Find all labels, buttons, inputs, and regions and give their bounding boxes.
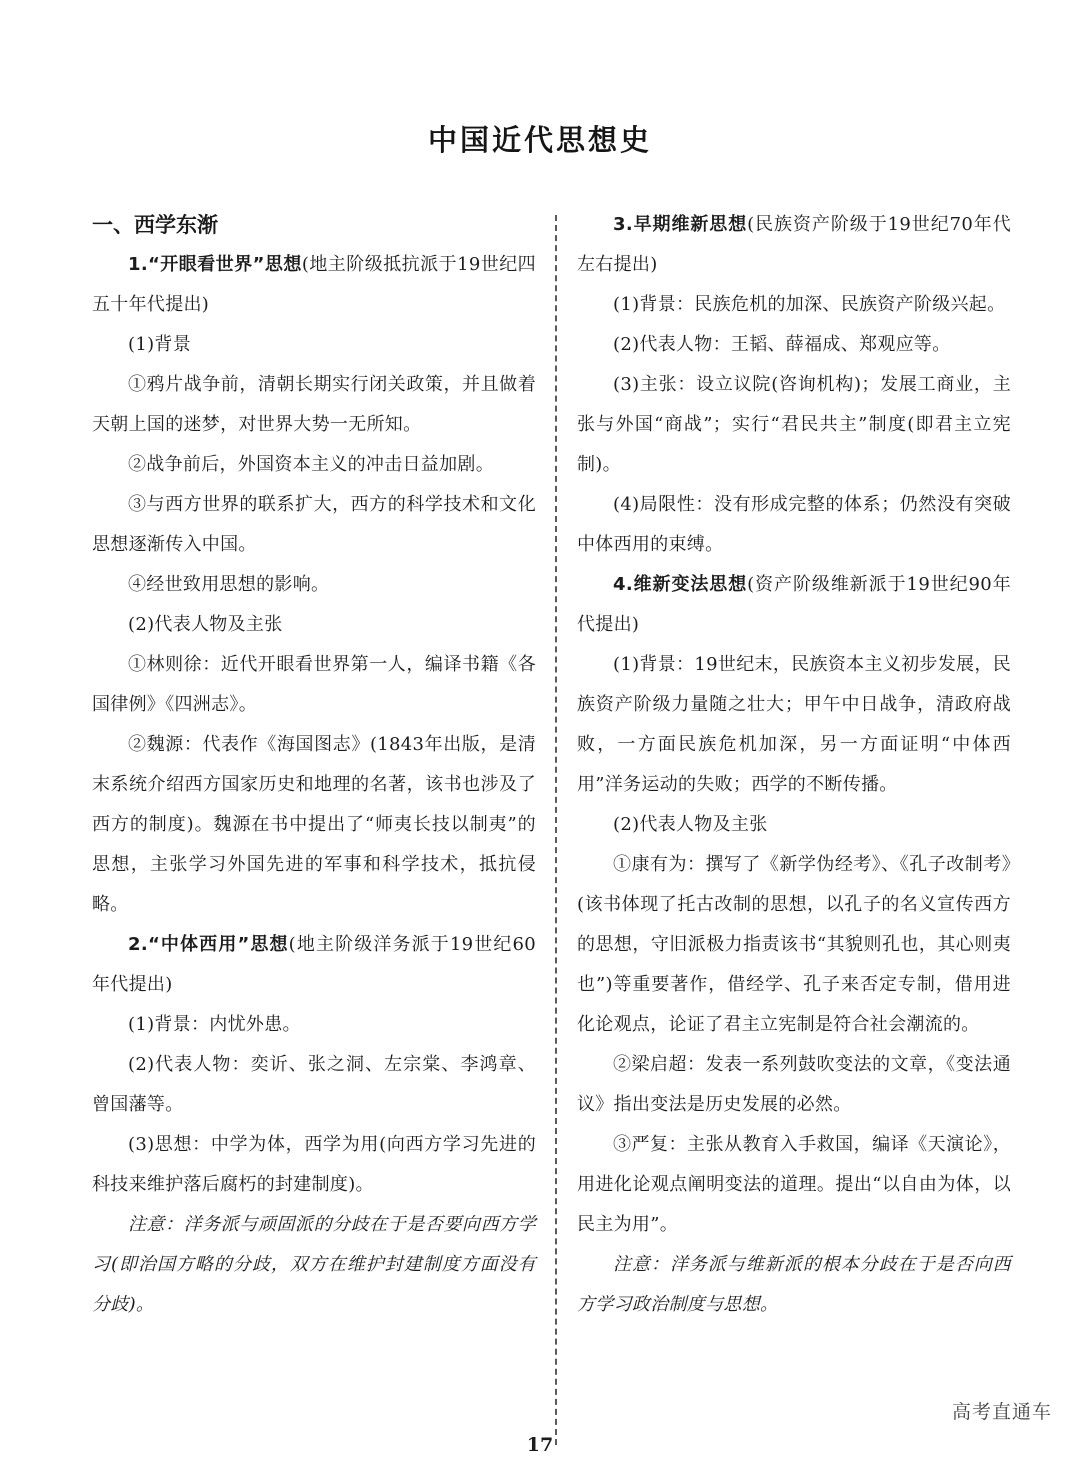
subsection-open-eyes-title: 1.“开眼看世界”思想 — [128, 254, 302, 275]
reform-person-liang-qichao: ②梁启超：发表一系列鼓吹变法的文章，《变法通议》指出变法是历史发展的必然。 — [577, 1054, 1011, 1115]
open-eyes-background-4: ④经世致用思想的影响。 — [128, 574, 330, 595]
subsection-zhongti-xiyong-note: (地主阶级洋务派于19世纪60年代提出) — [92, 934, 536, 995]
open-eyes-people-heading: (2)代表人物及主张 — [128, 614, 283, 635]
open-eyes-background-2: ②战争前后，外国资本主义的冲击日益加剧。 — [128, 454, 494, 475]
early-reform-background: (1)背景：民族危机的加深、民族资产阶级兴起。 — [613, 294, 1006, 315]
subsection-reform-movement-note: (资产阶级维新派于19世纪90年代提出) — [577, 574, 1011, 635]
page-title: 中国近代思想史 — [427, 123, 652, 157]
subsection-zhongti-xiyong-title: 2.“中体西用”思想 — [128, 934, 289, 955]
subsection-early-reform-note: (民族资产阶级于19世纪70年代左右提出) — [577, 214, 1011, 275]
zhongti-people: (2)代表人物：奕䜣、张之洞、左宗棠、李鸿章、曾国藩等。 — [92, 1054, 536, 1115]
zhongti-idea: (3)思想：中学为体，西学为用(向西方学习先进的科技来维护落后腐朽的封建制度)。 — [92, 1134, 536, 1195]
section-heading-western-learning: 一、西学东渐 — [92, 213, 218, 237]
early-reform-people: (2)代表人物：王韬、薛福成、郑观应等。 — [613, 334, 951, 355]
subsection-open-eyes-note: (地主阶级抵抗派于19世纪四五十年代提出) — [92, 254, 536, 315]
subsection-early-reform-title: 3.早期维新思想 — [613, 214, 748, 235]
subsection-reform-movement — [577, 565, 1011, 645]
reform-background: (1)背景：19世纪末，民族资本主义初步发展，民族资产阶级力量随之壮大；甲午中日战争，清政府战败，一方面民族危机加深，另一方面证明“中体西用”洋务运动的失败；西学的不断传播。 — [577, 654, 1011, 795]
reform-attention-note: 注意：洋务派与维新派的根本分歧在于是否向西方学习政治制度与思想。 — [577, 1254, 1011, 1315]
open-eyes-background-1: ①鸦片战争前，清朝长期实行闭关政策，并且做着天朝上国的迷梦，对世界大势一无所知。 — [92, 374, 536, 435]
subsection-open-eyes — [92, 245, 536, 325]
page-number: 17 — [526, 1434, 554, 1456]
watermark: 高考直通车 — [951, 1401, 1052, 1423]
subsection-reform-movement-title: 4.维新变法思想 — [613, 574, 748, 595]
reform-people-heading: (2)代表人物及主张 — [613, 814, 768, 835]
open-eyes-person-wei-yuan: ②魏源：代表作《海国图志》(1843年出版，是清末系统介绍西方国家历史和地理的名著，该书也涉及了西方的制度)。魏源在书中提出了“师夷长技以制夷”的思想，主张学习外国先进的军事和科学技术，抵抗侵略。 — [92, 734, 536, 915]
reform-person-yan-fu: ③严复：主张从教育入手救国，编译《天演论》，用进化论观点阐明变法的道理。提出“以自由为体，以民主为用”。 — [577, 1134, 1011, 1235]
right-column — [577, 205, 1011, 1325]
column-divider — [555, 215, 557, 1445]
zhongti-background: (1)背景：内忧外患。 — [128, 1014, 301, 1035]
subsection-zhongti-xiyong — [92, 925, 536, 1005]
left-column — [92, 205, 536, 1325]
open-eyes-background-3: ③与西方世界的联系扩大，西方的科学技术和文化思想逐渐传入中国。 — [92, 494, 536, 555]
reform-person-kang-youwei: ①康有为：撰写了《新学伪经考》、《孔子改制考》(该书体现了托古改制的思想，以孔子的名义宣传西方的思想，守旧派极力指责该书“其貌则孔也，其心则夷也”)等重要著作，借经学、孔子来否定专制，借用进化论观点，论证了君主立宪制是符合社会潮流的。 — [577, 854, 1011, 1035]
early-reform-limits: (4)局限性：没有形成完整的体系；仍然没有突破中体西用的束缚。 — [577, 494, 1011, 555]
subsection-early-reform — [577, 205, 1011, 285]
early-reform-claims: (3)主张：设立议院(咨询机构)；发展工商业，主张与外国“商战”；实行“君民共主”制度(即君主立宪制)。 — [577, 374, 1011, 475]
zhongti-attention-note: 注意：洋务派与顽固派的分歧在于是否要向西方学习(即治国方略的分歧，双方在维护封建制度方面没有分歧)。 — [92, 1214, 536, 1315]
open-eyes-person-lin-zexu: ①林则徐：近代开眼看世界第一人，编译书籍《各国律例》《四洲志》。 — [92, 654, 536, 715]
open-eyes-background-heading: (1)背景 — [128, 334, 191, 355]
